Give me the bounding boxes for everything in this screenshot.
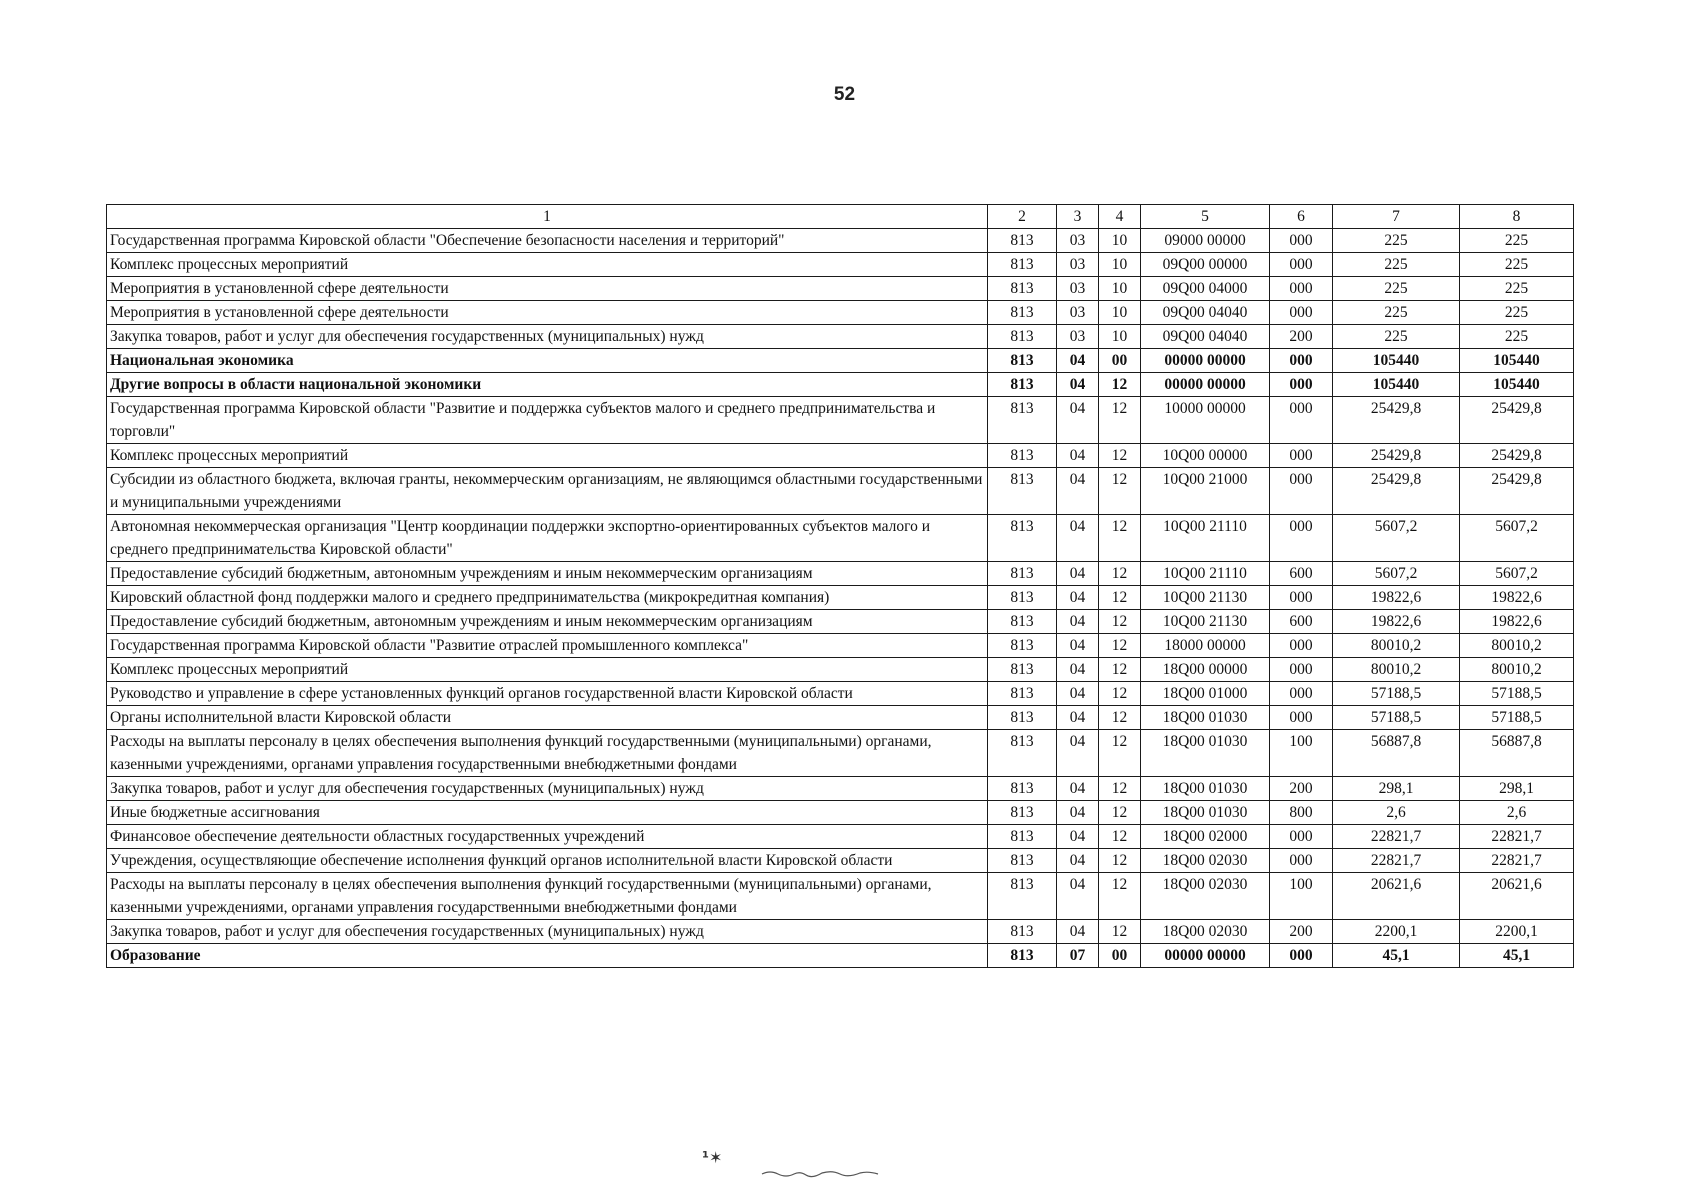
cell-name: Комплекс процессных мероприятий: [107, 658, 988, 682]
cell-code-ministry: 813: [988, 610, 1057, 634]
table-row: [107, 253, 1574, 277]
cell-code-ministry: 813: [988, 515, 1057, 562]
table-row: [107, 801, 1574, 825]
cell-code-ministry: 813: [988, 658, 1057, 682]
cell-code-target: 09Q00 04000: [1141, 277, 1270, 301]
cell-code-section: 03: [1057, 229, 1099, 253]
cell-code-subsection: 12: [1099, 801, 1141, 825]
cell-code-ministry: 813: [988, 849, 1057, 873]
cell-code-expense-type: 000: [1270, 229, 1333, 253]
cell-name: Закупка товаров, работ и услуг для обеспечения государственных (муниципальных) нужд: [107, 325, 988, 349]
cell-code-subsection: 12: [1099, 730, 1141, 777]
cell-amount-year1: 20621,6: [1333, 873, 1460, 920]
cell-code-expense-type: 600: [1270, 562, 1333, 586]
cell-name: Комплекс процессных мероприятий: [107, 253, 988, 277]
cell-amount-year2: 25429,8: [1460, 468, 1574, 515]
table-row: [107, 873, 1574, 920]
cell-code-target: 18Q00 00000: [1141, 658, 1270, 682]
cell-amount-year1: 105440: [1333, 373, 1460, 397]
cell-code-subsection: 12: [1099, 706, 1141, 730]
cell-amount-year1: 22821,7: [1333, 825, 1460, 849]
cell-code-target: 18Q00 01030: [1141, 730, 1270, 777]
table-header-row: [107, 205, 1574, 229]
cell-code-target: 10Q00 21000: [1141, 468, 1270, 515]
cell-name: Закупка товаров, работ и услуг для обеспечения государственных (муниципальных) нужд: [107, 920, 988, 944]
cell-code-expense-type: 000: [1270, 944, 1333, 968]
cell-name: Мероприятия в установленной сфере деятельности: [107, 301, 988, 325]
cell-code-subsection: 10: [1099, 229, 1141, 253]
cell-amount-year2: 45,1: [1460, 944, 1574, 968]
cell-code-expense-type: 100: [1270, 873, 1333, 920]
cell-code-expense-type: 000: [1270, 634, 1333, 658]
column-header: 4: [1099, 205, 1141, 229]
cell-code-subsection: 12: [1099, 777, 1141, 801]
footer-stamp-mark: ¹✶: [702, 1148, 723, 1167]
cell-amount-year1: 225: [1333, 325, 1460, 349]
cell-code-ministry: 813: [988, 873, 1057, 920]
cell-name: Учреждения, осуществляющие обеспечение исполнения функций органов исполнительной власти Кировской области: [107, 849, 988, 873]
cell-code-section: 04: [1057, 610, 1099, 634]
cell-code-expense-type: 000: [1270, 658, 1333, 682]
cell-amount-year1: 225: [1333, 301, 1460, 325]
table-row: [107, 562, 1574, 586]
cell-amount-year2: 57188,5: [1460, 706, 1574, 730]
cell-code-expense-type: 100: [1270, 730, 1333, 777]
cell-code-section: 03: [1057, 301, 1099, 325]
cell-code-target: 09000 00000: [1141, 229, 1270, 253]
cell-code-subsection: 12: [1099, 468, 1141, 515]
budget-table: [106, 204, 1574, 968]
column-header: 3: [1057, 205, 1099, 229]
table-row: [107, 515, 1574, 562]
cell-name: Предоставление субсидий бюджетным, автономным учреждениям и иным некоммерческим организациям: [107, 610, 988, 634]
cell-code-section: 04: [1057, 586, 1099, 610]
cell-amount-year1: 105440: [1333, 349, 1460, 373]
cell-code-subsection: 12: [1099, 634, 1141, 658]
cell-code-expense-type: 000: [1270, 849, 1333, 873]
cell-amount-year2: 5607,2: [1460, 562, 1574, 586]
column-header: 5: [1141, 205, 1270, 229]
cell-amount-year2: 225: [1460, 253, 1574, 277]
cell-name: Субсидии из областного бюджета, включая гранты, некоммерческим организациям, не являющимся областными государственными и муниципальными учреждениями: [107, 468, 988, 515]
table-row: [107, 468, 1574, 515]
table-row: [107, 920, 1574, 944]
cell-name: Государственная программа Кировской области "Развитие отраслей промышленного комплекса": [107, 634, 988, 658]
cell-code-ministry: 813: [988, 444, 1057, 468]
cell-code-section: 04: [1057, 444, 1099, 468]
cell-code-expense-type: 000: [1270, 706, 1333, 730]
cell-amount-year1: 225: [1333, 253, 1460, 277]
table-row: [107, 301, 1574, 325]
cell-amount-year1: 298,1: [1333, 777, 1460, 801]
cell-code-target: 18Q00 02000: [1141, 825, 1270, 849]
cell-amount-year1: 225: [1333, 277, 1460, 301]
cell-code-target: 18Q00 01030: [1141, 801, 1270, 825]
cell-code-subsection: 12: [1099, 682, 1141, 706]
table-row: [107, 730, 1574, 777]
cell-amount-year2: 2,6: [1460, 801, 1574, 825]
cell-amount-year2: 80010,2: [1460, 634, 1574, 658]
page-number: 52: [833, 84, 856, 105]
cell-code-subsection: 10: [1099, 301, 1141, 325]
cell-code-ministry: 813: [988, 349, 1057, 373]
cell-code-subsection: 12: [1099, 586, 1141, 610]
cell-amount-year2: 225: [1460, 325, 1574, 349]
cell-code-subsection: 12: [1099, 873, 1141, 920]
cell-name: Автономная некоммерческая организация "Центр координации поддержки экспортно-ориентированных субъектов малого и среднего предпринимательства Кировской области": [107, 515, 988, 562]
cell-code-expense-type: 000: [1270, 444, 1333, 468]
cell-code-target: 10Q00 21110: [1141, 562, 1270, 586]
table-row: [107, 825, 1574, 849]
cell-code-expense-type: 000: [1270, 301, 1333, 325]
cell-amount-year2: 22821,7: [1460, 825, 1574, 849]
cell-name: Иные бюджетные ассигнования: [107, 801, 988, 825]
table-row: [107, 373, 1574, 397]
cell-code-section: 04: [1057, 777, 1099, 801]
cell-code-subsection: 12: [1099, 562, 1141, 586]
cell-code-section: 04: [1057, 801, 1099, 825]
cell-amount-year2: 25429,8: [1460, 397, 1574, 444]
cell-code-ministry: 813: [988, 634, 1057, 658]
table-row: [107, 397, 1574, 444]
table-row: [107, 706, 1574, 730]
cell-code-subsection: 12: [1099, 658, 1141, 682]
cell-code-expense-type: 000: [1270, 253, 1333, 277]
cell-code-target: 10Q00 00000: [1141, 444, 1270, 468]
cell-name: Предоставление субсидий бюджетным, автономным учреждениям и иным некоммерческим организациям: [107, 562, 988, 586]
cell-code-ministry: 813: [988, 253, 1057, 277]
table-row: [107, 349, 1574, 373]
cell-amount-year1: 25429,8: [1333, 397, 1460, 444]
cell-code-target: 18Q00 01000: [1141, 682, 1270, 706]
cell-code-expense-type: 000: [1270, 586, 1333, 610]
cell-code-expense-type: 200: [1270, 325, 1333, 349]
cell-code-section: 04: [1057, 873, 1099, 920]
table-row: [107, 444, 1574, 468]
cell-code-section: 04: [1057, 373, 1099, 397]
cell-code-target: 09Q00 04040: [1141, 301, 1270, 325]
cell-amount-year2: 5607,2: [1460, 515, 1574, 562]
cell-code-ministry: 813: [988, 777, 1057, 801]
cell-code-target: 10000 00000: [1141, 397, 1270, 444]
cell-amount-year1: 57188,5: [1333, 706, 1460, 730]
cell-name: Другие вопросы в области национальной экономики: [107, 373, 988, 397]
column-header: 7: [1333, 205, 1460, 229]
cell-code-expense-type: 000: [1270, 515, 1333, 562]
cell-code-section: 04: [1057, 730, 1099, 777]
cell-name: Комплекс процессных мероприятий: [107, 444, 988, 468]
cell-amount-year2: 57188,5: [1460, 682, 1574, 706]
table-row: [107, 634, 1574, 658]
cell-code-ministry: 813: [988, 920, 1057, 944]
cell-code-expense-type: 600: [1270, 610, 1333, 634]
cell-code-ministry: 813: [988, 229, 1057, 253]
cell-code-section: 04: [1057, 634, 1099, 658]
cell-code-section: 04: [1057, 349, 1099, 373]
table-row: [107, 682, 1574, 706]
cell-code-target: 18Q00 01030: [1141, 706, 1270, 730]
cell-amount-year2: 105440: [1460, 373, 1574, 397]
cell-name: Закупка товаров, работ и услуг для обеспечения государственных (муниципальных) нужд: [107, 777, 988, 801]
table-row: [107, 229, 1574, 253]
cell-code-section: 04: [1057, 825, 1099, 849]
cell-amount-year2: 80010,2: [1460, 658, 1574, 682]
cell-code-ministry: 813: [988, 277, 1057, 301]
cell-code-subsection: 12: [1099, 515, 1141, 562]
cell-code-subsection: 12: [1099, 849, 1141, 873]
cell-name: Финансовое обеспечение деятельности областных государственных учреждений: [107, 825, 988, 849]
cell-code-expense-type: 000: [1270, 373, 1333, 397]
column-header: 2: [988, 205, 1057, 229]
cell-name: Образование: [107, 944, 988, 968]
cell-code-target: 10Q00 21110: [1141, 515, 1270, 562]
cell-code-section: 04: [1057, 920, 1099, 944]
cell-name: Органы исполнительной власти Кировской области: [107, 706, 988, 730]
cell-code-subsection: 12: [1099, 920, 1141, 944]
cell-amount-year2: 20621,6: [1460, 873, 1574, 920]
cell-code-subsection: 00: [1099, 944, 1141, 968]
cell-code-subsection: 12: [1099, 825, 1141, 849]
cell-code-subsection: 12: [1099, 397, 1141, 444]
cell-code-subsection: 10: [1099, 277, 1141, 301]
table-body: [107, 229, 1574, 968]
cell-code-section: 04: [1057, 658, 1099, 682]
cell-code-section: 04: [1057, 468, 1099, 515]
table-row: [107, 277, 1574, 301]
cell-amount-year1: 56887,8: [1333, 730, 1460, 777]
cell-code-target: 18Q00 02030: [1141, 920, 1270, 944]
cell-code-section: 03: [1057, 325, 1099, 349]
cell-code-ministry: 813: [988, 468, 1057, 515]
table-row: [107, 777, 1574, 801]
cell-amount-year2: 225: [1460, 229, 1574, 253]
cell-code-expense-type: 000: [1270, 277, 1333, 301]
cell-amount-year1: 22821,7: [1333, 849, 1460, 873]
cell-name: Государственная программа Кировской области "Развитие и поддержка субъектов малого и среднего предпринимательства и торговли": [107, 397, 988, 444]
cell-amount-year1: 45,1: [1333, 944, 1460, 968]
cell-code-target: 00000 00000: [1141, 944, 1270, 968]
cell-code-subsection: 12: [1099, 444, 1141, 468]
cell-code-target: 10Q00 21130: [1141, 610, 1270, 634]
cell-amount-year2: 56887,8: [1460, 730, 1574, 777]
cell-amount-year1: 57188,5: [1333, 682, 1460, 706]
cell-code-ministry: 813: [988, 801, 1057, 825]
cell-amount-year2: 225: [1460, 277, 1574, 301]
cell-amount-year1: 80010,2: [1333, 634, 1460, 658]
cell-code-section: 04: [1057, 682, 1099, 706]
cell-code-ministry: 813: [988, 825, 1057, 849]
cell-code-ministry: 813: [988, 373, 1057, 397]
cell-amount-year1: 5607,2: [1333, 562, 1460, 586]
cell-code-section: 04: [1057, 706, 1099, 730]
table-row: [107, 610, 1574, 634]
cell-name: Кировский областной фонд поддержки малого и среднего предпринимательства (микрокредитная компания): [107, 586, 988, 610]
cell-code-expense-type: 200: [1270, 777, 1333, 801]
cell-amount-year2: 2200,1: [1460, 920, 1574, 944]
cell-code-target: 09Q00 04040: [1141, 325, 1270, 349]
cell-code-target: 00000 00000: [1141, 373, 1270, 397]
cell-code-expense-type: 000: [1270, 349, 1333, 373]
cell-code-subsection: 00: [1099, 349, 1141, 373]
cell-name: Мероприятия в установленной сфере деятельности: [107, 277, 988, 301]
cell-code-section: 04: [1057, 562, 1099, 586]
cell-name: Расходы на выплаты персоналу в целях обеспечения выполнения функций государственными (муниципальными) органами, казенными учреждениями, органами управления государственными внебюджетными фондами: [107, 873, 988, 920]
cell-name: Руководство и управление в сфере установленных функций органов государственной власти Кировской области: [107, 682, 988, 706]
cell-code-section: 04: [1057, 515, 1099, 562]
cell-amount-year2: 19822,6: [1460, 586, 1574, 610]
cell-code-section: 04: [1057, 849, 1099, 873]
cell-code-expense-type: 000: [1270, 682, 1333, 706]
cell-amount-year1: 25429,8: [1333, 444, 1460, 468]
table-row: [107, 586, 1574, 610]
cell-amount-year2: 225: [1460, 301, 1574, 325]
cell-code-ministry: 813: [988, 325, 1057, 349]
cell-code-ministry: 813: [988, 397, 1057, 444]
cell-code-ministry: 813: [988, 562, 1057, 586]
cell-code-section: 07: [1057, 944, 1099, 968]
cell-name: Расходы на выплаты персоналу в целях обеспечения выполнения функций государственными (муниципальными) органами, казенными учреждениями, органами управления государственными внебюджетными фондами: [107, 730, 988, 777]
cell-code-expense-type: 000: [1270, 397, 1333, 444]
table-row: [107, 325, 1574, 349]
cell-amount-year1: 80010,2: [1333, 658, 1460, 682]
cell-amount-year1: 225: [1333, 229, 1460, 253]
cell-code-section: 03: [1057, 253, 1099, 277]
cell-code-subsection: 10: [1099, 325, 1141, 349]
signature-scribble: [760, 1168, 880, 1178]
cell-code-target: 00000 00000: [1141, 349, 1270, 373]
cell-amount-year2: 25429,8: [1460, 444, 1574, 468]
cell-amount-year2: 19822,6: [1460, 610, 1574, 634]
cell-code-expense-type: 200: [1270, 920, 1333, 944]
table-row: [107, 849, 1574, 873]
cell-amount-year2: 22821,7: [1460, 849, 1574, 873]
column-header: 8: [1460, 205, 1574, 229]
cell-amount-year1: 19822,6: [1333, 586, 1460, 610]
cell-code-ministry: 813: [988, 586, 1057, 610]
cell-code-ministry: 813: [988, 944, 1057, 968]
cell-code-target: 18Q00 01030: [1141, 777, 1270, 801]
table-row: [107, 944, 1574, 968]
cell-code-ministry: 813: [988, 730, 1057, 777]
cell-code-section: 04: [1057, 397, 1099, 444]
cell-code-subsection: 12: [1099, 610, 1141, 634]
cell-code-expense-type: 800: [1270, 801, 1333, 825]
cell-name: Национальная экономика: [107, 349, 988, 373]
cell-code-target: 18Q00 02030: [1141, 849, 1270, 873]
cell-code-target: 10Q00 21130: [1141, 586, 1270, 610]
cell-code-target: 18Q00 02030: [1141, 873, 1270, 920]
cell-amount-year1: 2,6: [1333, 801, 1460, 825]
cell-amount-year1: 2200,1: [1333, 920, 1460, 944]
cell-amount-year1: 5607,2: [1333, 515, 1460, 562]
cell-code-ministry: 813: [988, 301, 1057, 325]
table-row: [107, 658, 1574, 682]
cell-amount-year1: 19822,6: [1333, 610, 1460, 634]
cell-code-expense-type: 000: [1270, 825, 1333, 849]
cell-amount-year1: 25429,8: [1333, 468, 1460, 515]
cell-name: Государственная программа Кировской области "Обеспечение безопасности населения и территорий": [107, 229, 988, 253]
cell-code-ministry: 813: [988, 706, 1057, 730]
cell-code-target: 09Q00 00000: [1141, 253, 1270, 277]
cell-code-subsection: 10: [1099, 253, 1141, 277]
cell-code-expense-type: 000: [1270, 468, 1333, 515]
cell-code-subsection: 12: [1099, 373, 1141, 397]
cell-code-target: 18000 00000: [1141, 634, 1270, 658]
cell-code-section: 03: [1057, 277, 1099, 301]
column-header: 1: [107, 205, 988, 229]
column-header: 6: [1270, 205, 1333, 229]
cell-amount-year2: 298,1: [1460, 777, 1574, 801]
cell-code-ministry: 813: [988, 682, 1057, 706]
cell-amount-year2: 105440: [1460, 349, 1574, 373]
